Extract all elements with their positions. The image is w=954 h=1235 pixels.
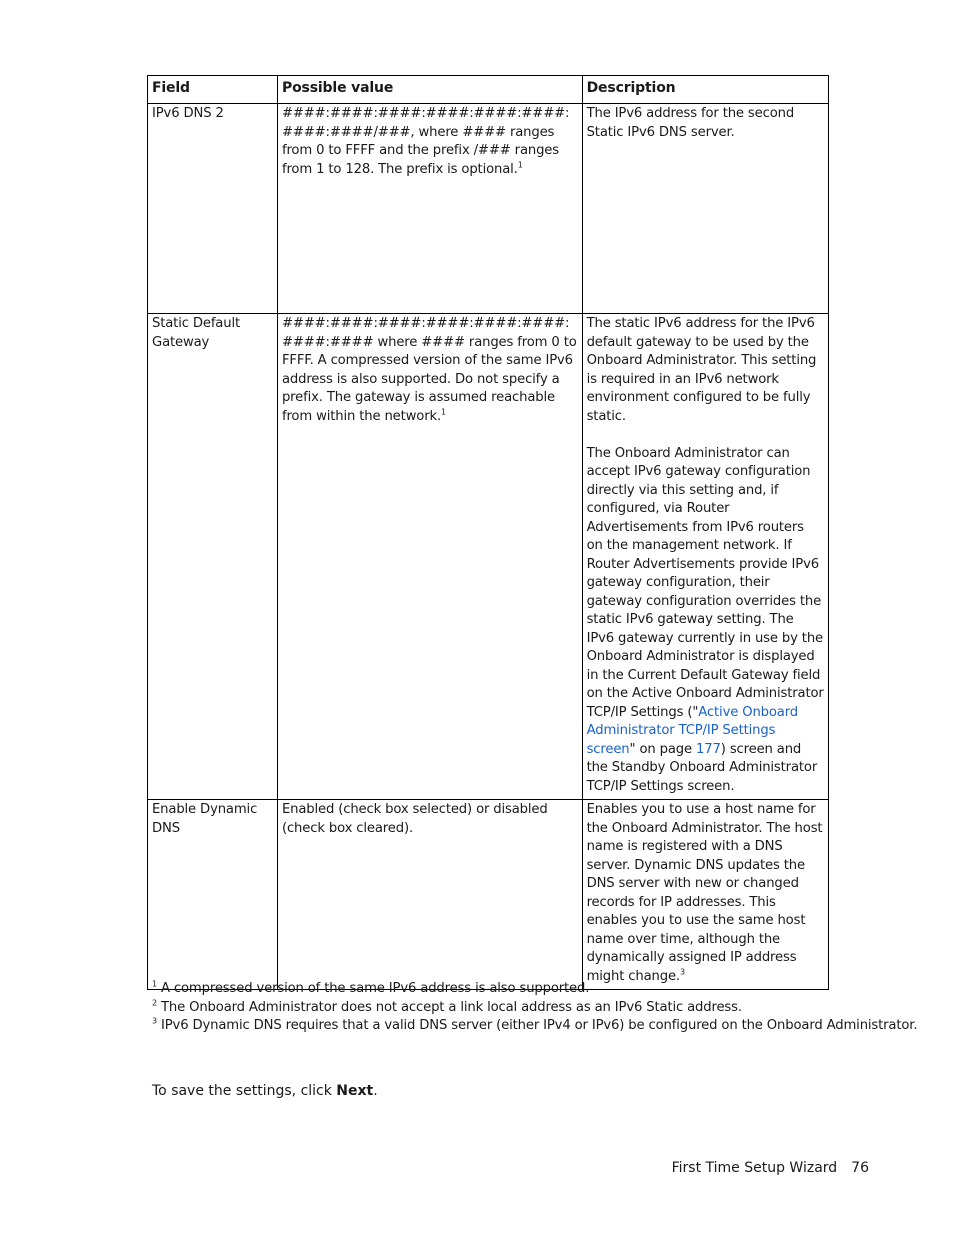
save-instruction <box>152 1081 378 1101</box>
field-cell <box>148 104 278 314</box>
page-reference-link[interactable]: 177 <box>696 741 721 757</box>
footnote-text: IPv6 Dynamic DNS requires that a valid DNS server (either IPv4 or IPv6) be configured on the Onboard Administrator. <box>161 1018 918 1033</box>
possible-value-cell <box>277 104 582 314</box>
footnotes <box>152 980 917 1036</box>
possible-value-cell <box>277 314 582 800</box>
footnote-ref-1: 1 <box>441 407 446 417</box>
footnote-ref-1: 1 <box>517 160 523 170</box>
next-button-reference: Next <box>336 1083 374 1099</box>
instruction-text-end: . <box>373 1083 378 1099</box>
header-description: Description <box>582 76 828 104</box>
field-label: Enable Dynamic DNS <box>152 802 258 836</box>
possible-value-text: Enabled (check box selected) or disabled (check box cleared). <box>281 802 548 836</box>
description-text: The Onboard Administrator can accept IPv6 gateway configuration directly via this setting and, if configured, via Router Advertisements from IPv6 routers on the management network. If Router Advertisements provide IPv6 gateway configuration, their gateway configuration overrides the static IPv6 gateway setting. The IPv6 gateway currently in use by the Onboard Administrator is displayed in the Current Default Gateway field on the Active Onboard Administrator TCP/IP Settings (" <box>586 445 824 720</box>
possible-value-text: ####:####:####:####:####:####:####:####/###, where #### ranges from 0 to FFFF and the prefix /### ranges from 1 to 128. The prefix is optional. <box>281 106 570 177</box>
footnote-ref-3: 3 <box>679 967 685 977</box>
description-text: " on page <box>629 741 697 757</box>
paragraph-gap <box>587 426 824 445</box>
page-number: 76 <box>851 1160 869 1176</box>
footnote-1 <box>152 980 917 999</box>
footnote-mark: 1 <box>152 979 157 989</box>
field-cell <box>148 800 278 990</box>
description-text: The IPv6 address for the second Static IPv6 DNS server. <box>586 106 795 140</box>
footnote-3 <box>152 1017 917 1036</box>
field-cell <box>148 314 278 800</box>
description-cell <box>582 314 828 800</box>
settings-table <box>147 75 829 990</box>
table-row-static-default-gateway <box>148 314 829 800</box>
footer-section-title: First Time Setup Wizard <box>671 1160 838 1176</box>
page-footer <box>672 1158 869 1178</box>
description-cell <box>582 800 828 990</box>
footnote-text: A compressed version of the same IPv6 address is also supported. <box>161 981 590 996</box>
description-paragraph-1: The static IPv6 address for the IPv6 default gateway to be used by the Onboard Administrator. This setting is required in an IPv6 network environment configured to be fully static. <box>586 316 817 424</box>
description-text: ) screen and the Standby Onboard Administrator TCP/IP Settings screen. <box>586 741 818 794</box>
table-row-enable-dynamic-dns <box>148 800 829 990</box>
possible-value-cell <box>277 800 582 990</box>
footnote-text: The Onboard Administrator does not accept a link local address as an IPv6 Static address. <box>161 999 742 1015</box>
field-label: Static Default Gateway <box>152 316 240 350</box>
header-possible-value: Possible value <box>277 76 582 104</box>
description-cell <box>582 104 828 314</box>
description-text: Enables you to use a host name for the Onboard Administrator. The host name is registered with a DNS server. Dynamic DNS updates the DNS server with new or changed records for IP addresses. This enables you to use the same host name over time, although the dynamically assigned IP address might change. <box>586 802 823 984</box>
description-paragraph-2 <box>587 445 824 797</box>
possible-value-text: ####:####:####:####:####:####:####:#### where #### ranges from 0 to FFFF. A compressed version of the same IPv6 address is also supported. Do not specify a prefix. The gateway is assumed reachable from within the network. <box>281 316 577 424</box>
footnote-2 <box>152 999 917 1018</box>
table-header-row <box>148 76 829 104</box>
cross-reference-link[interactable]: Active Onboard Administrator TCP/IP Settings screen <box>586 704 799 757</box>
table-row-ipv6-dns-2 <box>148 104 829 314</box>
field-label: IPv6 DNS 2 <box>152 106 224 121</box>
footnote-mark: 3 <box>152 1016 157 1026</box>
header-field: Field <box>148 76 278 104</box>
instruction-text: To save the settings, click <box>152 1083 337 1099</box>
footnote-mark: 2 <box>152 998 157 1008</box>
